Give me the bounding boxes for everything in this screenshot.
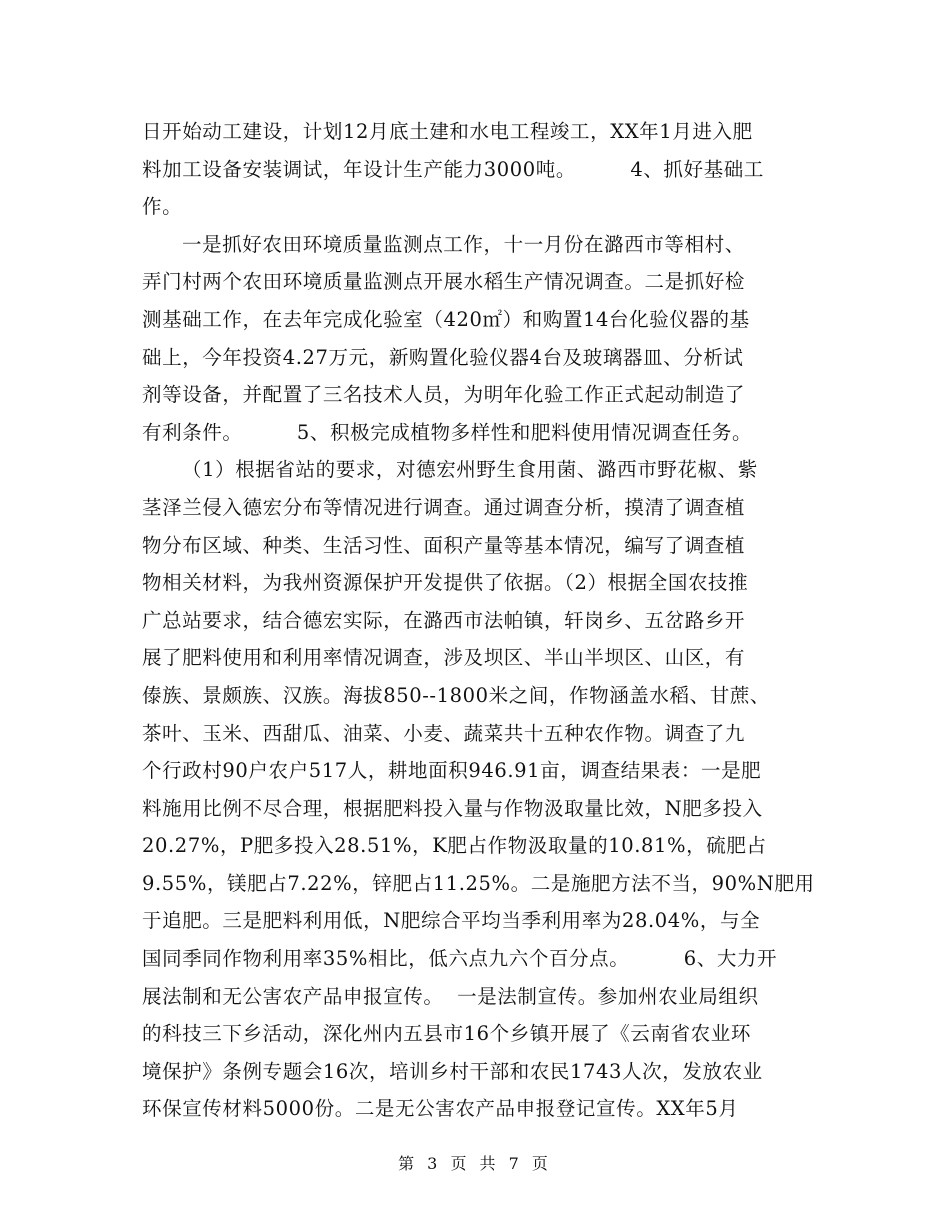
- body-text: [142, 113, 815, 1128]
- text-line: 展了肥料使用和利用率情况调查，涉及坝区、半山半坝区、山区，有: [142, 646, 746, 670]
- text-line: 料加工设备安装调试，年设计生产能力3000吨。 4、抓好基础工: [142, 157, 764, 181]
- text-line: 物相关材料，为我州资源保护开发提供了依据。（2）根据全国农技推: [142, 571, 749, 595]
- text-line: 剂等设备，并配置了三名技术人员，为明年化验工作正式起动制造了: [142, 383, 746, 407]
- text-line: 料施用比例不尽合理，根据肥料投入量与作物汲取量比效，N肥多投入: [142, 796, 763, 820]
- text-line: 国同季同作物利用率35%相比，低六点九六个百分点。 6、大力开: [142, 947, 778, 971]
- page-number-footer: 第 3 页 共 7 页: [398, 1154, 552, 1173]
- text-line: 20.27%，P肥多投入28.51%，K肥占作物汲取量的10.81%，硫肥占: [142, 834, 767, 858]
- text-line: 作。: [142, 195, 183, 219]
- text-line: 个行政村90户农户517人，耕地面积946.91亩，调查结果表：一是肥: [142, 759, 762, 783]
- text-line: （1）根据省站的要求，对德宏州野生食用菌、潞西市野花椒、紫: [182, 458, 758, 482]
- text-line: 茎泽兰侵入德宏分布等情况进行调查。通过调查分析，摸清了调查植: [142, 495, 746, 519]
- text-line: 茶叶、玉米、西甜瓜、油菜、小麦、蔬菜共十五种农作物。调查了九: [142, 721, 746, 745]
- text-line: 广总站要求，结合德宏实际，在潞西市法帕镇，轩岗乡、五岔路乡开: [142, 608, 746, 632]
- text-line: 有利条件。 5、积极完成植物多样性和肥料使用情况调查任务。: [142, 420, 753, 444]
- text-line: 9.55%，镁肥占7.22%，锌肥占11.25%。二是施肥方法不当，90%N肥用: [142, 871, 815, 895]
- text-line: 的科技三下乡活动，深化州内五县市16个乡镇开展了《云南省农业环: [142, 1022, 751, 1046]
- text-line: 展法制和无公害农产品申报宣传。 一是法制宣传。参加州农业局组织: [142, 984, 759, 1008]
- text-line: 境保护》条例专题会16次，培训乡村干部和农民1743人次，发放农业: [142, 1059, 763, 1083]
- text-line: 弄门村两个农田环境质量监测点开展水稻生产情况调查。二是抓好检: [142, 270, 746, 294]
- text-line: 环保宣传材料5000份。二是无公害农产品申报登记宣传。XX年5月: [142, 1097, 739, 1121]
- text-line: 础上，今年投资4.27万元，新购置化验仪器4台及玻璃器皿、分析试: [142, 345, 744, 369]
- text-line: 一是抓好农田环境质量监测点工作，十一月份在潞西市等相村、: [182, 232, 745, 256]
- text-line: 测基础工作，在去年完成化验室（420㎡）和购置14台化验仪器的基: [142, 307, 750, 331]
- text-line: 傣族、景颇族、汉族。海拔850--1800米之间，作物涵盖水稻、甘蔗、: [142, 683, 771, 707]
- text-line: 于追肥。三是肥料利用低，N肥综合平均当季利用率为28.04%，与全: [142, 909, 761, 933]
- text-line: 物分布区域、种类、生活习性、面积产量等基本情况，编写了调查植: [142, 533, 746, 557]
- text-line: 日开始动工建设，计划12月底土建和水电工程竣工，XX年1月进入肥: [142, 120, 753, 143]
